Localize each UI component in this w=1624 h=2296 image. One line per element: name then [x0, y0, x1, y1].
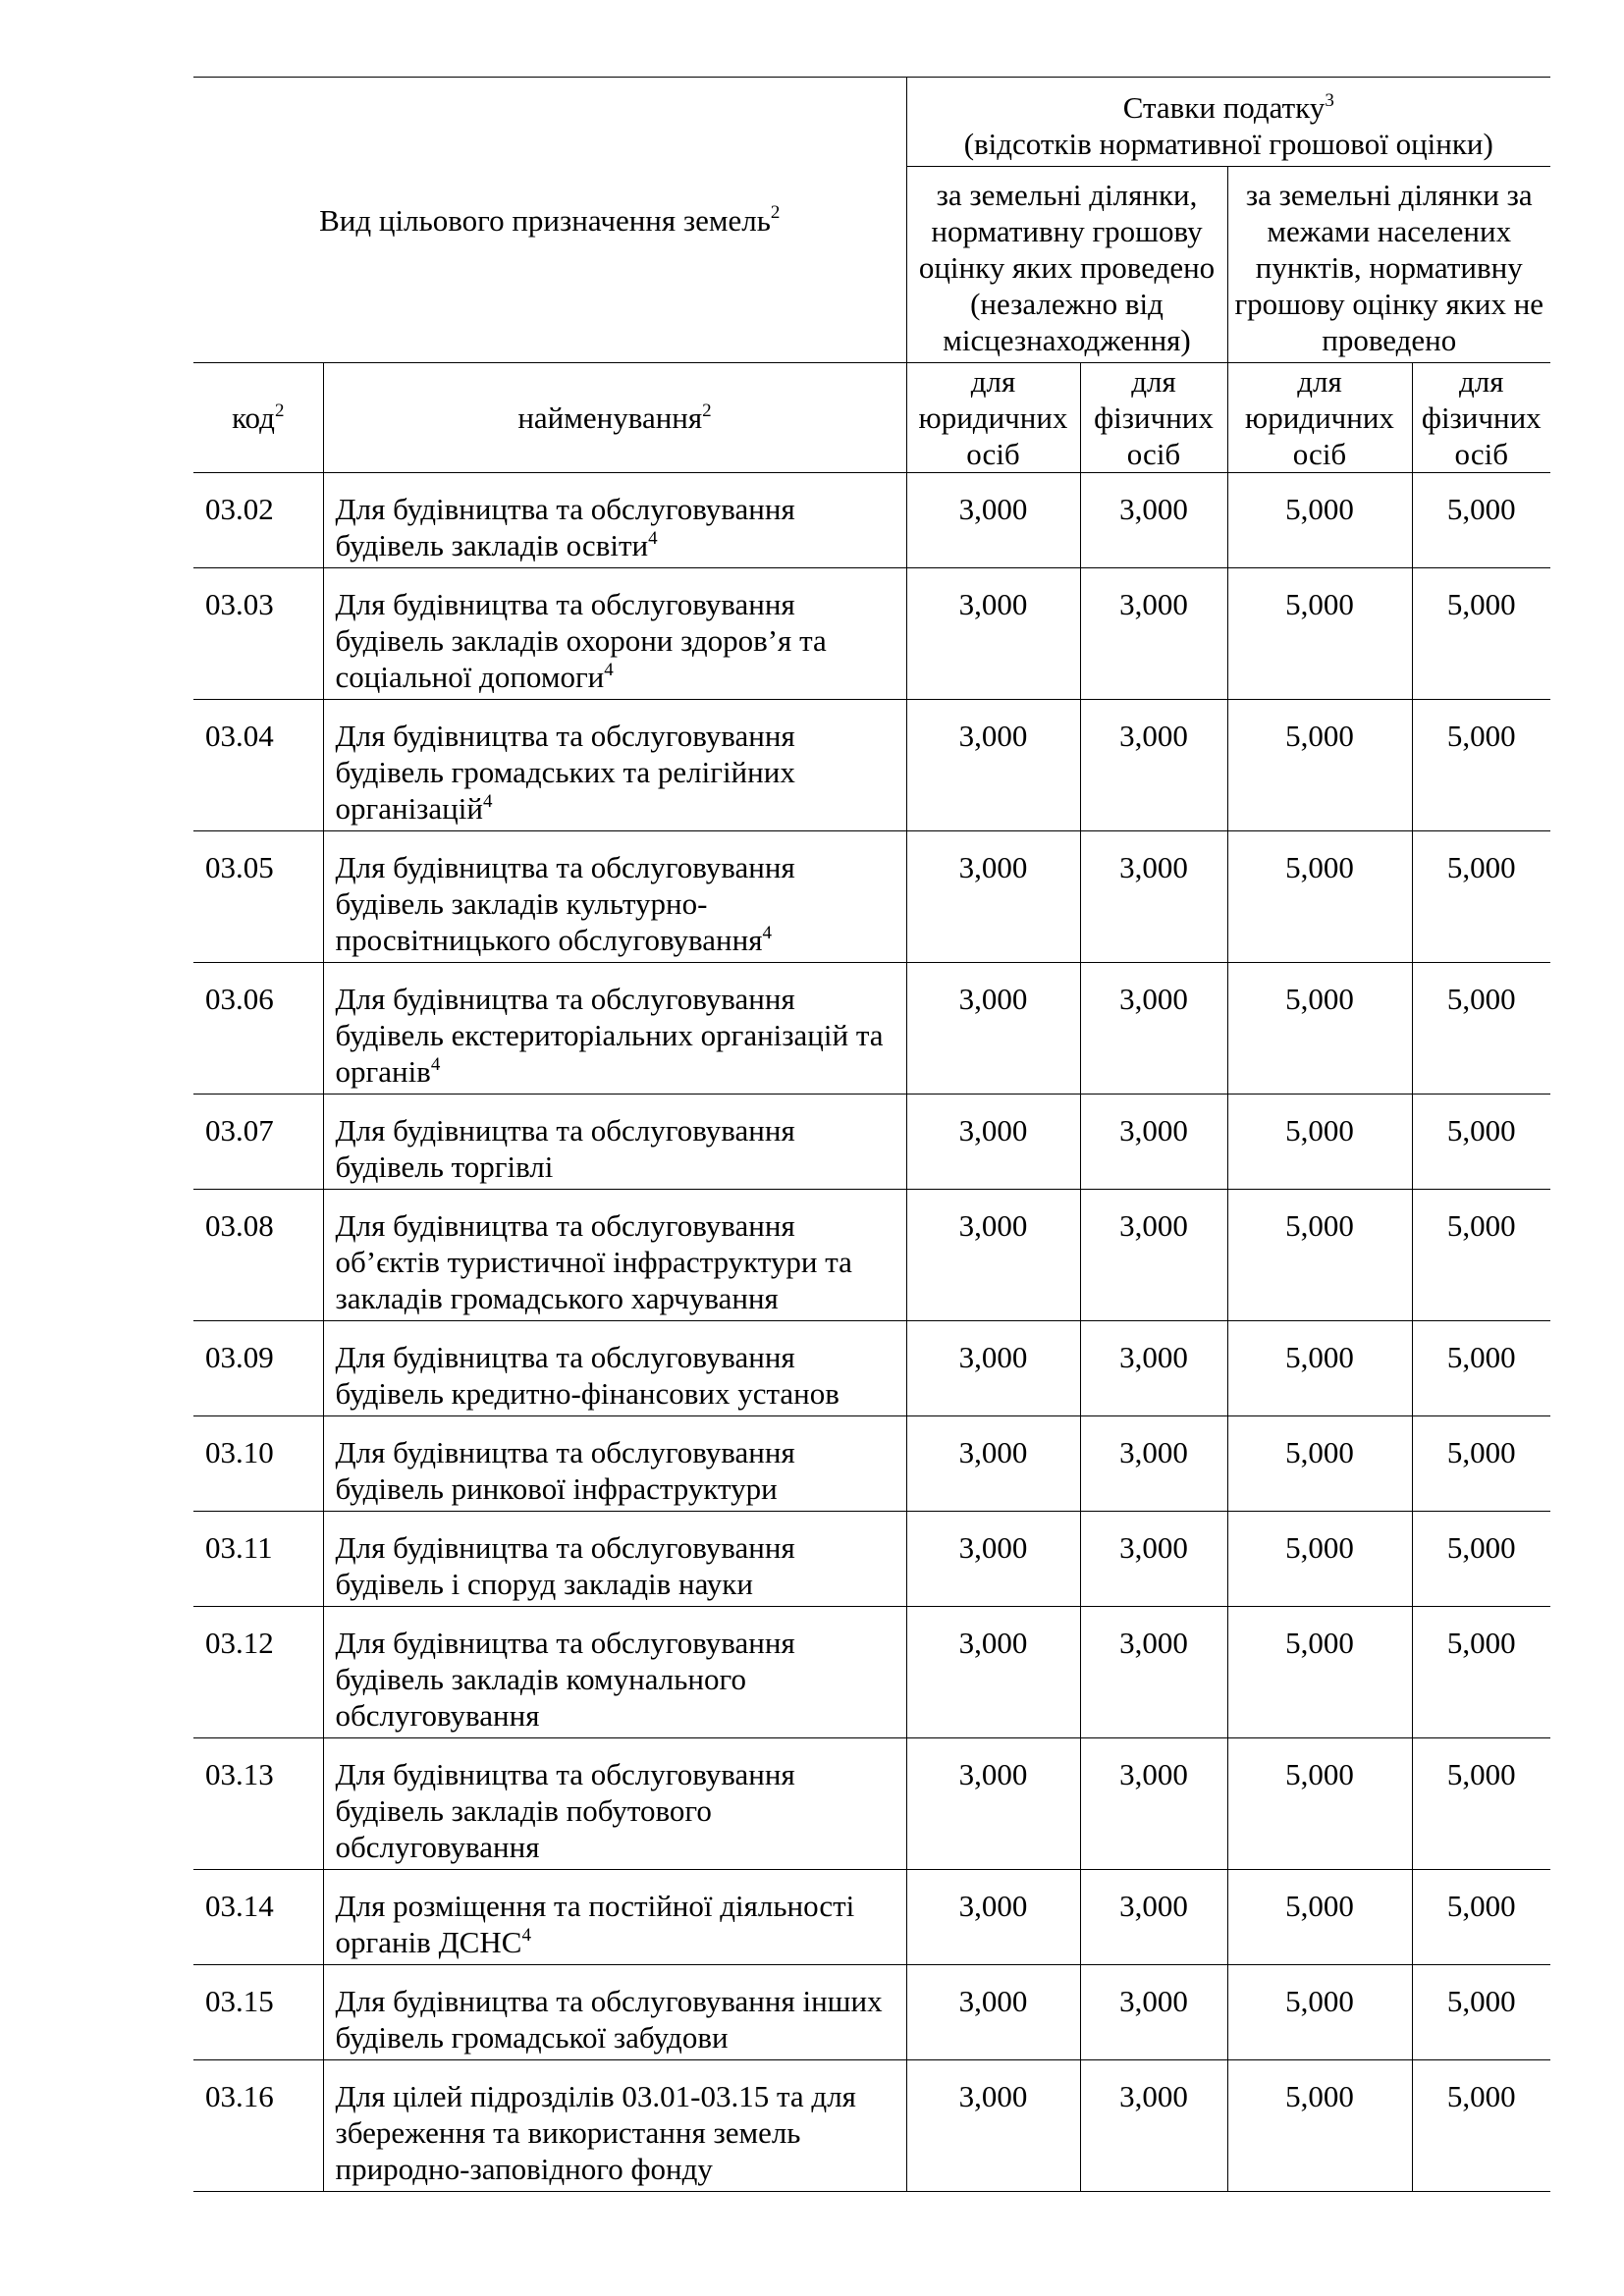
rate-legal-not-assessed: 5,000	[1227, 1870, 1412, 1965]
rate-legal-assessed: 3,000	[906, 963, 1080, 1095]
row-name-text: Для будівництва та обслуговування будівель екстериторіальних організацій та органів	[335, 982, 884, 1089]
rate-legal-assessed: 3,000	[906, 831, 1080, 963]
table-row	[193, 700, 1550, 831]
rate-natural-assessed: 3,000	[1080, 1870, 1227, 1965]
row-name-text: Для будівництва та обслуговування будівель закладів комунального обслуговування	[335, 1626, 795, 1733]
rate-legal-assessed: 3,000	[906, 2060, 1080, 2192]
rate-natural-not-assessed: 5,000	[1412, 1870, 1550, 1965]
rate-natural-not-assessed: 5,000	[1412, 473, 1550, 568]
rate-legal-assessed: 3,000	[906, 700, 1080, 831]
rate-legal-not-assessed: 5,000	[1227, 700, 1412, 831]
rate-legal-assessed: 3,000	[906, 1321, 1080, 1416]
rate-legal-not-assessed: 5,000	[1227, 1512, 1412, 1607]
row-code: 03.06	[193, 963, 323, 1095]
rate-legal-assessed: 3,000	[906, 1190, 1080, 1321]
row-name	[323, 963, 906, 1095]
row-name	[323, 2060, 906, 2192]
rate-natural-assessed: 3,000	[1080, 1965, 1227, 2060]
row-name	[323, 1965, 906, 2060]
rate-legal-not-assessed: 5,000	[1227, 1965, 1412, 2060]
table-row	[193, 2060, 1550, 2192]
footnote-marker: 4	[762, 922, 772, 943]
rate-natural-assessed: 3,000	[1080, 1512, 1227, 1607]
rate-legal-not-assessed: 5,000	[1227, 1416, 1412, 1512]
rate-natural-assessed: 3,000	[1080, 1607, 1227, 1738]
row-code: 03.04	[193, 700, 323, 831]
rate-natural-not-assessed: 5,000	[1412, 1965, 1550, 2060]
rate-legal-not-assessed: 5,000	[1227, 568, 1412, 700]
rate-natural-not-assessed: 5,000	[1412, 1416, 1550, 1512]
land-purpose-header: Вид цільового призначення земель$^2$	[193, 78, 906, 363]
row-name	[323, 1607, 906, 1738]
row-name-text: Для будівництва та обслуговування будівель і споруд закладів науки	[335, 1530, 795, 1601]
row-name	[323, 568, 906, 700]
rate-natural-not-assessed: 5,000	[1412, 1321, 1550, 1416]
row-name	[323, 700, 906, 831]
rate-natural-assessed: 3,000	[1080, 1190, 1227, 1321]
rate-natural-not-assessed: 5,000	[1412, 831, 1550, 963]
table-row	[193, 1738, 1550, 1870]
rate-legal-not-assessed: 5,000	[1227, 963, 1412, 1095]
rate-natural-not-assessed: 5,000	[1412, 1095, 1550, 1190]
land-tax-rates-table	[193, 77, 1550, 2192]
rate-legal-not-assessed: 5,000	[1227, 2060, 1412, 2192]
row-code: 03.16	[193, 2060, 323, 2192]
rate-natural-not-assessed: 5,000	[1412, 1190, 1550, 1321]
row-name-text: Для будівництва та обслуговування інших будівель громадської забудови	[335, 1984, 883, 2055]
row-name	[323, 1512, 906, 1607]
tax-rates-header: Ставки податку$^3$ (відсотків нормативної грошової оцінки)	[906, 78, 1550, 167]
row-name-text: Для будівництва та обслуговування об’єктів туристичної інфраструктури та закладів громадського харчування	[335, 1208, 852, 1315]
row-name	[323, 473, 906, 568]
rate-natural-assessed: 3,000	[1080, 568, 1227, 700]
rate-legal-assessed: 3,000	[906, 568, 1080, 700]
rate-legal-not-assessed: 5,000	[1227, 1190, 1412, 1321]
row-name	[323, 1416, 906, 1512]
rate-legal-assessed: 3,000	[906, 1512, 1080, 1607]
rate-legal-assessed: 3,000	[906, 1095, 1080, 1190]
rate-legal-assessed: 3,000	[906, 1965, 1080, 2060]
table-row	[193, 1870, 1550, 1965]
row-code: 03.10	[193, 1416, 323, 1512]
row-code: 03.05	[193, 831, 323, 963]
table-row	[193, 568, 1550, 700]
row-name	[323, 1095, 906, 1190]
row-name	[323, 831, 906, 963]
row-name	[323, 1738, 906, 1870]
row-name-text: Для цілей підрозділів 03.01-03.15 та для збереження та використання земель природно-заповідного фонду	[335, 2079, 856, 2186]
rate-natural-assessed: 3,000	[1080, 963, 1227, 1095]
legal-persons-header: для юридичних осіб	[1227, 363, 1412, 473]
row-code: 03.03	[193, 568, 323, 700]
natural-persons-header: для фізичних осіб	[1080, 363, 1227, 473]
row-code: 03.02	[193, 473, 323, 568]
rate-legal-not-assessed: 5,000	[1227, 1321, 1412, 1416]
legal-persons-header: для юридичних осіб	[906, 363, 1080, 473]
rate-legal-assessed: 3,000	[906, 1607, 1080, 1738]
row-code: 03.09	[193, 1321, 323, 1416]
row-name-text: Для будівництва та обслуговування будівель торгівлі	[335, 1113, 795, 1184]
row-name	[323, 1870, 906, 1965]
table-row	[193, 1965, 1550, 2060]
rate-natural-not-assessed: 5,000	[1412, 568, 1550, 700]
rate-natural-not-assessed: 5,000	[1412, 1607, 1550, 1738]
row-name-text: Для будівництва та обслуговування будівель закладів охорони здоров’я та соціальної допомоги	[335, 587, 827, 694]
footnote-marker: 4	[604, 659, 614, 680]
table-row	[193, 1190, 1550, 1321]
rate-natural-assessed: 3,000	[1080, 831, 1227, 963]
row-code: 03.12	[193, 1607, 323, 1738]
natural-persons-header: для фізичних осіб	[1412, 363, 1550, 473]
rate-legal-assessed: 3,000	[906, 1416, 1080, 1512]
table-row	[193, 1512, 1550, 1607]
footnote-marker: 4	[648, 527, 658, 549]
row-name	[323, 1321, 906, 1416]
footnote-marker: 4	[521, 1924, 531, 1946]
row-name-text: Для будівництва та обслуговування будівель закладів побутового обслуговування	[335, 1757, 795, 1864]
row-code: 03.14	[193, 1870, 323, 1965]
table-row	[193, 1321, 1550, 1416]
row-code: 03.13	[193, 1738, 323, 1870]
rate-legal-not-assessed: 5,000	[1227, 1095, 1412, 1190]
rate-legal-not-assessed: 5,000	[1227, 473, 1412, 568]
rate-legal-assessed: 3,000	[906, 1738, 1080, 1870]
row-name-text: Для розміщення та постійної діяльності органів ДСНС	[335, 1889, 855, 1959]
rate-natural-assessed: 3,000	[1080, 1416, 1227, 1512]
rate-legal-not-assessed: 5,000	[1227, 831, 1412, 963]
rate-natural-not-assessed: 5,000	[1412, 700, 1550, 831]
table-row	[193, 963, 1550, 1095]
row-code: 03.08	[193, 1190, 323, 1321]
rate-natural-assessed: 3,000	[1080, 1095, 1227, 1190]
rate-legal-not-assessed: 5,000	[1227, 1738, 1412, 1870]
row-code: 03.15	[193, 1965, 323, 2060]
rate-natural-not-assessed: 5,000	[1412, 1738, 1550, 1870]
rate-natural-not-assessed: 5,000	[1412, 963, 1550, 1095]
rate-natural-assessed: 3,000	[1080, 700, 1227, 831]
row-name	[323, 1190, 906, 1321]
rate-natural-assessed: 3,000	[1080, 2060, 1227, 2192]
footnote-marker: 4	[430, 1053, 441, 1075]
table-row	[193, 1095, 1550, 1190]
row-name-text: Для будівництва та обслуговування будівель закладів освіти	[335, 492, 795, 562]
rate-natural-not-assessed: 5,000	[1412, 2060, 1550, 2192]
table-row	[193, 473, 1550, 568]
row-name-text: Для будівництва та обслуговування будівель громадських та релігійних організацій	[335, 719, 795, 826]
assessed-group-header: за земельні ділянки, нормативну грошову оцінку яких проведено (незалежно від місцезнаходження)	[906, 167, 1227, 363]
table-row	[193, 1416, 1550, 1512]
name-column-header: найменування$^2$	[323, 363, 906, 473]
rate-legal-assessed: 3,000	[906, 473, 1080, 568]
rate-legal-assessed: 3,000	[906, 1870, 1080, 1965]
row-name-text: Для будівництва та обслуговування будівель закладів культурно-просвітницького обслуговування	[335, 850, 795, 957]
rate-natural-assessed: 3,000	[1080, 1738, 1227, 1870]
rate-natural-not-assessed: 5,000	[1412, 1512, 1550, 1607]
table-row	[193, 1607, 1550, 1738]
not-assessed-group-header: за земельні ділянки за межами населених пунктів, нормативну грошову оцінку яких не проведено	[1227, 167, 1550, 363]
row-name-text: Для будівництва та обслуговування будівель кредитно-фінансових установ	[335, 1340, 839, 1411]
row-code: 03.07	[193, 1095, 323, 1190]
rate-natural-assessed: 3,000	[1080, 473, 1227, 568]
row-code: 03.11	[193, 1512, 323, 1607]
footnote-marker: 4	[482, 790, 493, 812]
row-name-text: Для будівництва та обслуговування будівель ринкової інфраструктури	[335, 1435, 795, 1506]
code-column-header: код$^2$	[193, 363, 323, 473]
table-row	[193, 831, 1550, 963]
rate-legal-not-assessed: 5,000	[1227, 1607, 1412, 1738]
rate-natural-assessed: 3,000	[1080, 1321, 1227, 1416]
